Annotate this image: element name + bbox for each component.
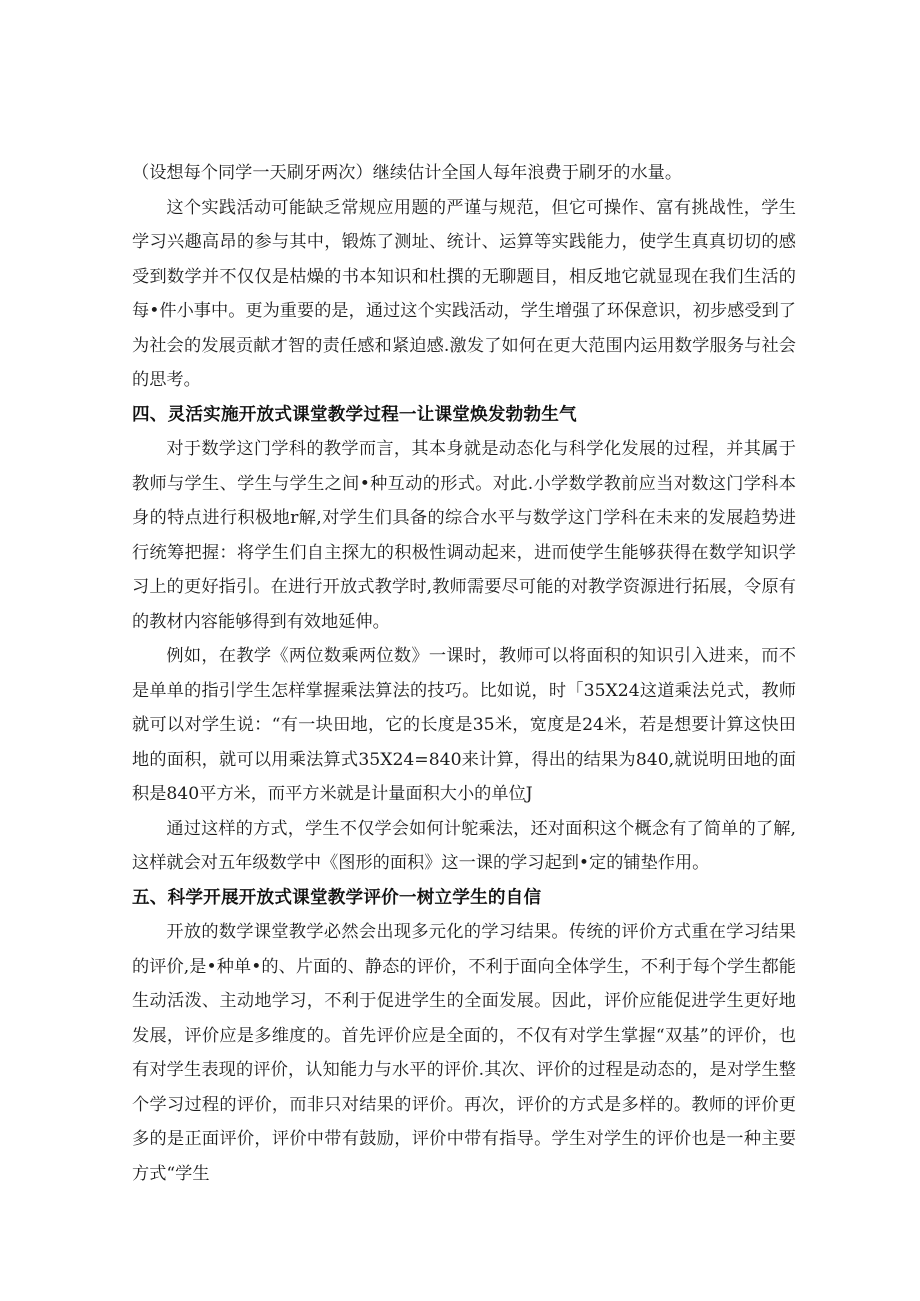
section-heading-5: 五、科学开展开放式课堂教学评价一树立学生的自信 [132, 887, 542, 908]
paragraph-area-concept: 通过这样的方式，学生不仅学会如何计鸵乘法，还对面积这个概念有了简单的了解,这样就会对五年级数学中《图形的面积》这一课的学习起到•定的铺垫作用。 [132, 818, 796, 873]
document-body [132, 156, 796, 1191]
paragraph-practice-activity: 这个实践活动可能缺乏常规应用题的严谨与规范，但它可操作、富有挑战性，学生学习兴趣高昂的参与其中，锻炼了测址、统计、运算等实践能力，使学生真真切切的感受到数学并不仅仅是枯燥的书本知识和杜撰的无聊题目，相反地它就显现在我们生活的每•件小事中。更为重要的是，通过这个实践活动，学生增强了环保意识，初步感受到了为社会的发展贡献才智的责任感和紧迫感.激发了如何在更大范围内运用数学服务与社会的思考。 [132, 197, 796, 390]
paragraph-estimate-water: （设想每个同学一天刷牙两次）继续估计全国人每年浪费于刷牙的水量。 [132, 163, 683, 183]
paragraph-evaluation: 开放的数学课堂教学必然会出现多元化的学习结果。传统的评价方式重在学习结果的评价,是•种单•的、片面的、静态的评价，不利于面向全体学生，不利于每个学生都能生动活泼、主动地学习，不利于促进学生的全面发展。因此，评价应能促进学生更好地发展，评价应是多维度的。首先评价应是全面的，不仅有对学生掌握“双基”的评价，也有对学生表现的评价，认知能力与水平的评价.其次、评价的过程是动态的，是对学生整个学习过程的评价，而非只对结果的评价。再次，评价的方式是多样的。教师的评价更多的是正面评价，评价中带有鼓励，评价中带有指导。学生对学生的评价也是一种主要方式“学生 [132, 922, 796, 1184]
paragraph-example-multiplication: 例如，在教学《两位数乘两位数》一课时，教师可以将面积的知识引入进来，而不是单单的指引学生怎样掌握乘法算法的技巧。比如说，时「35X24这道乘法兑式，教师就可以对学生说：“有一块田地，它的长度是35米，宽度是24米，若是想要计算这快田地的面积，就可以用乘法算式35X24=840来计算，得出的结果为840,就说明田地的面积是840平方米，而平方米就是计量面积大小的单位J [132, 646, 796, 804]
section-heading-4: 四、灵活实施开放式课堂教学过程一让课堂焕发勃勃生气 [132, 404, 577, 425]
paragraph-dynamic-teaching: 对于数学这门学科的教学而言，其本身就是动态化与科学化发展的过程，并其属于教师与学生、学生与学生之间•种互动的形式。对此.小学数学教前应当对数这门学科本身的特点进行积极地r解,对学生们具备的综合水平与数学这门学科在未来的发展趋势进行统筹把握：将学生们自主探尢的积极性调动起来，进而使学生能够获得在数学知识学习上的更好指引。在进行开放式教学时,教师需要尽可能的对教学资源进行拓展，令原有的教材内容能够得到有效地延伸。 [132, 439, 796, 632]
